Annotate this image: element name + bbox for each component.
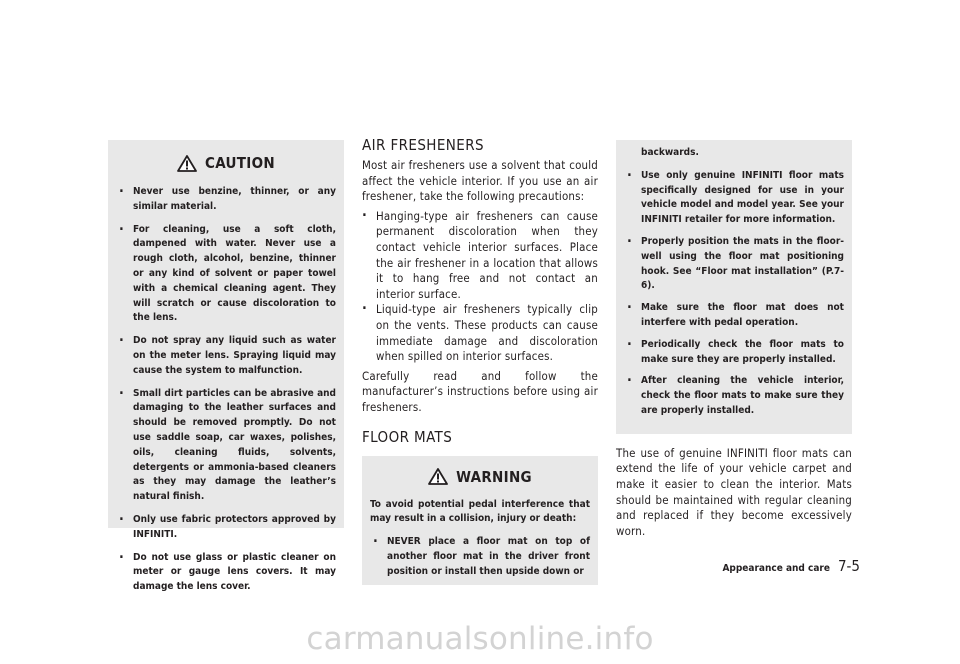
caution-item: . For cleaning, use a soft cloth, dampened with water. Never use a rough cloth, alcohol, benzine, thinner or any kind of solvent or paper towel with a chemical cleaning agent. They will scratch or cause discoloration to the lens. xyxy=(116,223,336,327)
warning-list xyxy=(362,535,598,579)
warning-title: WARNING xyxy=(456,467,532,486)
air-freshener-item: . Hanging-type air fresheners can cause permanent discoloration when they contact vehicle interior surfaces. Place the air freshener in a location that allows it to hang free and not contact an interior surface. xyxy=(362,209,598,303)
page-footer xyxy=(720,557,860,575)
air-fresheners-list xyxy=(362,209,598,365)
page-number: 7-5 xyxy=(837,557,860,575)
warning-triangle-icon xyxy=(177,155,197,172)
air-fresheners-intro: Most air fresheners use a solvent that could affect the vehicle interior. If you use an air freshener, take the following precautions: xyxy=(362,158,598,204)
caution-item: . Do not spray any liquid such as water on the meter lens. Spraying liquid may cause the system to malfunction. xyxy=(116,334,336,378)
floor-mats-closing: The use of genuine INFINITI floor mats can extend the life of your vehicle carpet and make it easier to clean the interior. Mats should be maintained with regular cleaning and replaced if they become excessively worn. xyxy=(616,445,852,538)
caution-title: CAUTION xyxy=(205,154,275,172)
middle-column xyxy=(362,136,598,585)
warning-box-continued xyxy=(616,140,852,434)
warning-list-continued xyxy=(624,169,844,419)
warning-box xyxy=(362,456,598,586)
warning-item: . NEVER place a floor mat on top of another floor mat in the driver front position or install then upside down or xyxy=(370,535,590,579)
warning-item: . Use only genuine INFINITI floor mats specifically designed for use in your vehicle model and model year. See your INFINITI retailer for more information. xyxy=(624,169,844,228)
warning-triangle-icon xyxy=(428,468,448,485)
warning-item-continuation: backwards. xyxy=(641,147,699,158)
caution-item: . Only use fabric protectors approved by INFINITI. xyxy=(116,513,336,543)
footer-section-title: Appearance and care xyxy=(722,563,830,574)
warning-item: . Periodically check the floor mats to make sure they are properly installed. xyxy=(624,338,844,368)
air-fresheners-heading: AIR FRESHENERS xyxy=(362,136,484,154)
caution-item: . Do not use glass or plastic cleaner on meter or gauge lens covers. It may damage the lens cover. xyxy=(116,551,336,595)
air-freshener-item: . Liquid-type air fresheners typically clip on the vents. These products can cause immediate damage and discoloration when spilled on interior surfaces. xyxy=(362,302,598,364)
floor-mats-heading: FLOOR MATS xyxy=(362,427,453,446)
warning-item: . Properly position the mats in the floor-well using the floor mat positioning hook. See “Floor mat installation” (P.7-6). xyxy=(624,235,844,294)
caution-box xyxy=(108,140,344,593)
caution-item: . Small dirt particles can be abrasive and damaging to the leather surfaces and should be removed promptly. Do not use saddle soap, car waxes, polishes, oils, cleaning fluids, solvents, detergents or ammonia-based cleaners as they may damage the leather’s natural finish. xyxy=(116,387,336,505)
caution-list xyxy=(108,185,344,595)
caution-item: . Never use benzine, thinner, or any similar material. xyxy=(116,185,336,215)
warning-item: . After cleaning the vehicle interior, check the floor mats to make sure they are properly installed. xyxy=(624,374,844,418)
right-column xyxy=(616,140,852,539)
warning-intro: To avoid potential pedal interference that may result in a collision, injury or death: xyxy=(370,498,590,525)
watermark: carmanualsonline.info xyxy=(306,621,654,657)
warning-item: . Make sure the floor mat does not interfere with pedal operation. xyxy=(624,301,844,331)
air-fresheners-closing: Carefully read and follow the manufacturer’s instructions before using air fresheners. xyxy=(362,368,598,414)
warning-header xyxy=(362,456,598,488)
caution-header xyxy=(108,140,344,175)
